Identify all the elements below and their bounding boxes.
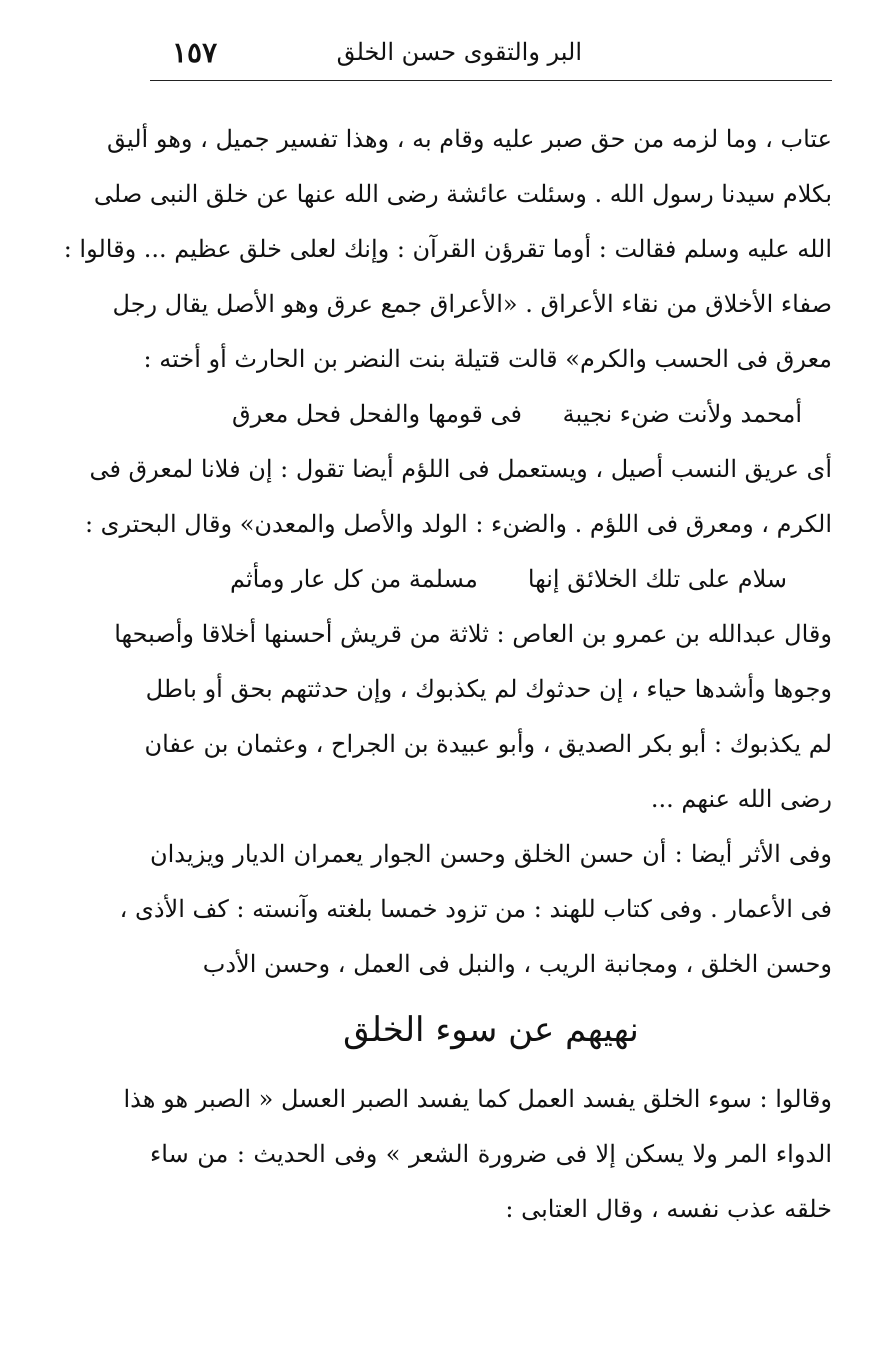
header-rule bbox=[150, 80, 832, 81]
verse-line bbox=[150, 387, 832, 442]
running-header-title: البر والتقوى حسن الخلق bbox=[336, 38, 582, 66]
verse-second-hemistich: مسلمة من كل عار ومأثم bbox=[230, 565, 478, 593]
verse-first-hemistich: أمحمد ولأنت ضنء نجيبة bbox=[562, 400, 802, 428]
page-number: ١٥٧ bbox=[172, 36, 218, 69]
main-text-continued bbox=[123, 1072, 832, 1237]
text-line: صفاء الأخلاق من نقاء الأعراق . «الأعراق جمع عرق وهو الأصل يقال رجل bbox=[112, 290, 832, 318]
text-line: فى الأعمار . وفى كتاب للهند : من تزود خمسا بلغته وآنسته : كف الأذى ، bbox=[119, 895, 832, 923]
text-line: خلقه عذب نفسه ، وقال العتابى : bbox=[505, 1195, 832, 1223]
verse-line bbox=[150, 552, 832, 607]
text-line: معرق فى الحسب والكرم» قالت قتيلة بنت النضر بن الحارث أو أخته : bbox=[143, 345, 832, 373]
text-line: وقال عبدالله بن عمرو بن العاص : ثلاثة من قريش أحسنها أخلاقا وأصبحها bbox=[114, 620, 832, 648]
text-line: لم يكذبوك : أبو بكر الصديق ، وأبو عبيدة بن الجراح ، وعثمان بن عفان bbox=[144, 730, 832, 758]
text-line: الكرم ، ومعرق فى اللؤم . والضنء : الولد والأصل والمعدن» وقال البحترى : bbox=[84, 510, 832, 538]
text-line: رضى الله عنهم ... bbox=[650, 785, 832, 813]
text-line: وقالوا : سوء الخلق يفسد العمل كما يفسد الصبر العسل « الصبر هو هذا bbox=[123, 1085, 832, 1113]
text-line: وحسن الخلق ، ومجانبة الريب ، والنبل فى العمل ، وحسن الأدب bbox=[202, 950, 832, 978]
section-heading: نهيهم عن سوء الخلق bbox=[343, 1010, 639, 1050]
text-line: الدواء المر ولا يسكن إلا فى ضرورة الشعر » وفى الحديث : من ساء bbox=[150, 1140, 832, 1168]
text-line: بكلام سيدنا رسول الله . وسئلت عائشة رضى الله عنها عن خلق النبى صلى bbox=[93, 180, 832, 208]
text-line: وجوها وأشدها حياء ، إن حدثوك لم يكذبوك ، وإن حدثتهم بحق أو باطل bbox=[145, 675, 832, 703]
verse-first-hemistich: سلام على تلك الخلائق إنها bbox=[527, 565, 787, 593]
text-line: الله عليه وسلم فقالت : أوما تقرؤن القرآن : وإنك لعلى خلق عظيم ... وقالوا : bbox=[63, 235, 832, 263]
main-text bbox=[63, 112, 832, 992]
verse-second-hemistich: فى قومها والفحل فحل معرق bbox=[232, 400, 522, 428]
text-line: أى عريق النسب أصيل ، ويستعمل فى اللؤم أيضا تقول : إن فلانا لمعرق فى bbox=[89, 455, 832, 483]
text-line: وفى الأثر أيضا : أن حسن الخلق وحسن الجوار يعمران الديار ويزيدان bbox=[150, 840, 832, 868]
text-line: عتاب ، وما لزمه من حق صبر عليه وقام به ، وهذا تفسير جميل ، وهو أليق bbox=[106, 125, 832, 153]
running-header bbox=[150, 36, 830, 80]
